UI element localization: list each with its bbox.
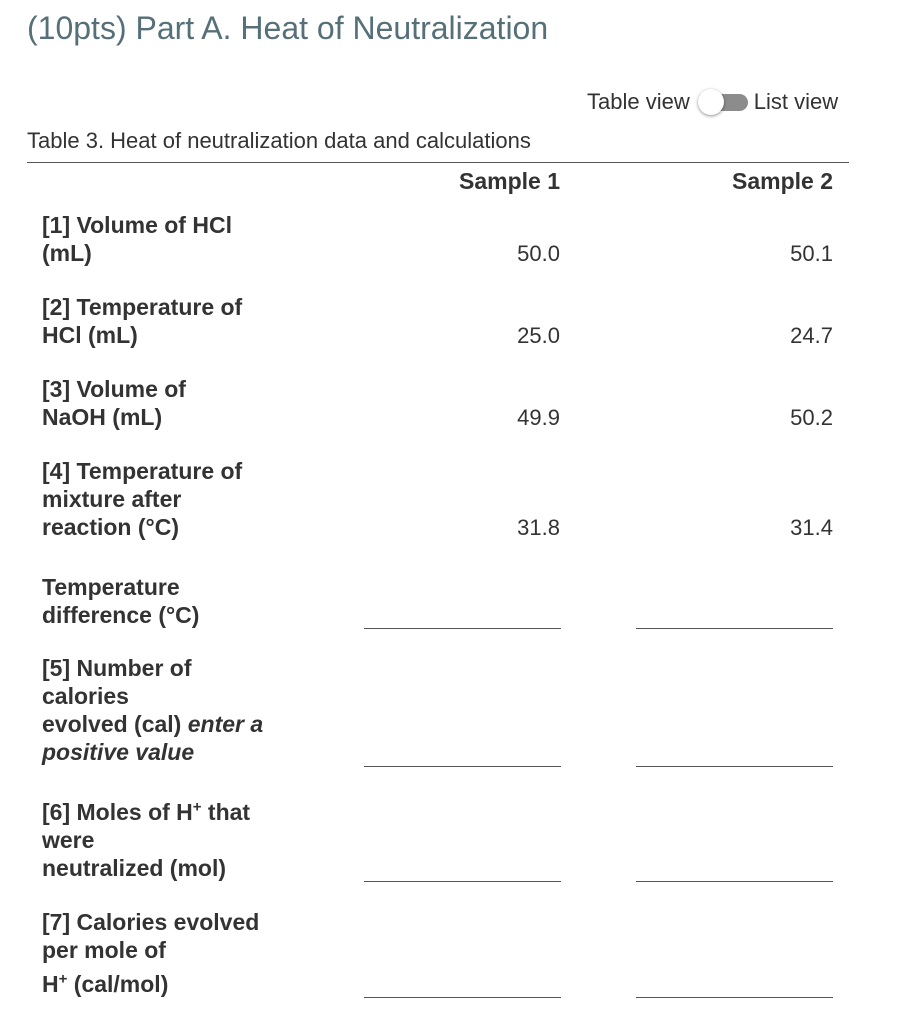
input-calories-per-mole-sample-2[interactable]: [636, 973, 833, 998]
page-title: (10pts) Part A. Heat of Neutralization: [27, 10, 549, 46]
value-volume-naoh-sample-1: 49.9: [517, 405, 560, 430]
value-volume-naoh-sample-2: 50.2: [790, 405, 833, 430]
value-volume-hcl-sample-2: 50.1: [790, 241, 833, 266]
view-toggle-switch[interactable]: [698, 89, 748, 115]
input-moles-h-plus-sample-1[interactable]: [364, 857, 561, 882]
input-temperature-difference-sample-1[interactable]: [364, 604, 561, 629]
row-label-temperature-hcl: [2] Temperature of HCl (mL): [42, 294, 243, 348]
value-temperature-mixture-sample-1: 31.8: [517, 515, 560, 540]
row-label-calories-per-mole: [7] Calories evolved per mole of H+ (cal/mol): [42, 909, 260, 997]
table-top-rule: [27, 162, 849, 163]
row-label-moles-h-plus: [6] Moles of H+ that were neutralized (mol): [42, 798, 251, 881]
table-caption: Table 3. Heat of neutralization data and calculations: [27, 128, 531, 153]
view-toggle: [587, 89, 838, 115]
input-temperature-difference-sample-2[interactable]: [636, 604, 833, 629]
value-temperature-hcl-sample-2: 24.7: [790, 323, 833, 348]
instruction-enter-positive: enter a: [187, 711, 264, 737]
row-label-temperature-mixture: [4] Temperature of mixture after reaction (°C): [42, 458, 243, 540]
table-view-label[interactable]: Table view: [587, 89, 690, 114]
row-label-calories-evolved: [5] Number of calories evolved (cal) enter a positive value: [42, 655, 264, 765]
value-temperature-mixture-sample-2: 31.4: [790, 515, 833, 540]
input-calories-per-mole-sample-1[interactable]: [364, 973, 561, 998]
column-header-sample-1: Sample 1: [459, 168, 560, 194]
list-view-label[interactable]: List view: [753, 89, 839, 114]
value-volume-hcl-sample-1: 50.0: [517, 241, 560, 266]
value-temperature-hcl-sample-1: 25.0: [517, 323, 560, 348]
row-label-volume-naoh: [3] Volume of NaOH (mL): [42, 376, 186, 430]
row-label-volume-hcl: [1] Volume of HCl (mL): [42, 212, 232, 266]
column-header-sample-2: Sample 2: [732, 168, 833, 194]
row-label-temperature-difference: Temperature difference (°C): [42, 574, 200, 628]
input-moles-h-plus-sample-2[interactable]: [636, 857, 833, 882]
input-calories-evolved-sample-2[interactable]: [636, 742, 833, 767]
switch-knob: [698, 89, 724, 115]
input-calories-evolved-sample-1[interactable]: [364, 742, 561, 767]
